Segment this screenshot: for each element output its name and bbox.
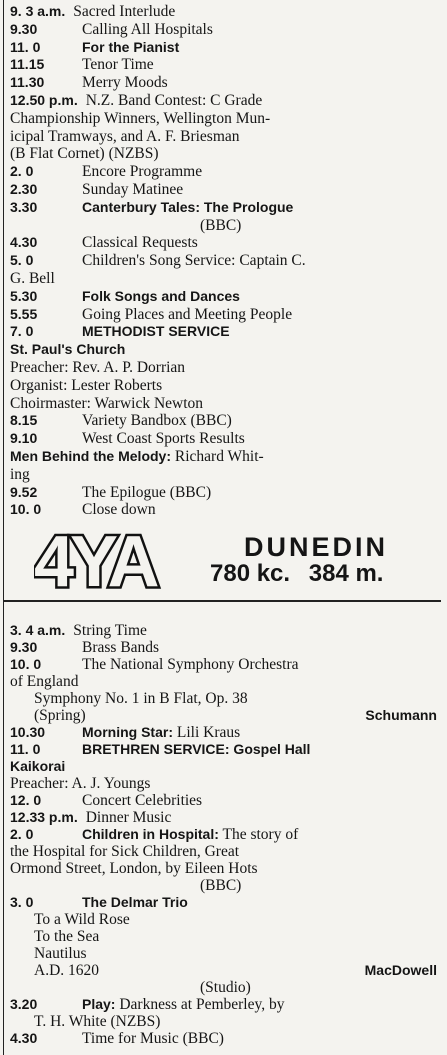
listing-line bbox=[10, 252, 441, 269]
programme-title: the Hospital for Sick Children, Great bbox=[10, 843, 240, 860]
programme-title: Morning Star: Lili Kraus bbox=[82, 724, 241, 741]
listing-line bbox=[10, 110, 441, 127]
programme-title: Close down bbox=[82, 501, 156, 519]
programme-title: Organist: Lester Roberts bbox=[10, 376, 163, 394]
programme-title: West Coast Sports Results bbox=[82, 430, 245, 448]
programme-time: 5. 0 bbox=[10, 252, 34, 269]
programme-time: 5.55 bbox=[10, 305, 38, 322]
programme-title: Merry Moods bbox=[82, 74, 168, 92]
programme-time: 12.50 p.m. bbox=[10, 92, 78, 108]
programme-title: Nautilus bbox=[34, 945, 87, 962]
listing-line bbox=[10, 288, 441, 305]
listing-line bbox=[10, 707, 441, 724]
listing-line bbox=[10, 690, 441, 707]
programme-title: (BBC) bbox=[200, 216, 242, 234]
programme-time: 8.15 bbox=[10, 412, 38, 429]
programme-title: To a Wild Rose bbox=[34, 911, 130, 928]
programme-title: Kaikorai bbox=[10, 758, 66, 774]
programme-title: Classical Requests bbox=[82, 234, 198, 252]
listing-line bbox=[10, 448, 441, 465]
programme-time: 3. 0 bbox=[10, 894, 34, 910]
listing-line bbox=[10, 74, 441, 91]
listing-line bbox=[10, 1030, 441, 1047]
listing-line bbox=[10, 484, 441, 501]
composer-name: Schumann bbox=[365, 707, 437, 723]
listing-line bbox=[10, 323, 441, 340]
listing-line bbox=[10, 3, 441, 20]
listing-line bbox=[10, 163, 441, 180]
programme-time: 2. 0 bbox=[10, 826, 34, 842]
listing-line bbox=[10, 181, 441, 198]
programme-time: 2. 0 bbox=[10, 163, 34, 180]
listing-line bbox=[10, 359, 441, 376]
programme-time: 11.30 bbox=[10, 74, 45, 91]
listing-line bbox=[10, 656, 441, 673]
listing-line bbox=[10, 894, 441, 911]
banner-rule bbox=[4, 600, 441, 602]
programme-title: The Epilogue (BBC) bbox=[82, 483, 212, 501]
listing-line bbox=[10, 758, 441, 775]
programme-title: Sacred Interlude bbox=[73, 3, 176, 20]
programme-title: Folk Songs and Dances bbox=[82, 287, 240, 304]
listing-line bbox=[10, 395, 441, 412]
listing-line bbox=[10, 877, 441, 894]
programme-title: Preacher: Rev. A. P. Dorrian bbox=[10, 359, 186, 376]
programme-title: N.Z. Band Contest: C Grade bbox=[85, 92, 263, 109]
listing-line bbox=[10, 92, 441, 109]
programme-title: Symphony No. 1 in B Flat, Op. 38 bbox=[34, 690, 248, 707]
listing-line bbox=[10, 270, 441, 287]
station-frequency-line bbox=[210, 560, 383, 588]
programme-title: G. Bell bbox=[10, 270, 55, 287]
listing-line bbox=[10, 39, 441, 56]
listing-line bbox=[10, 412, 441, 429]
programme-title: T. H. White (NZBS) bbox=[34, 1013, 161, 1030]
listing-line bbox=[10, 639, 441, 656]
programme-title: (B Flat Cornet) (NZBS) bbox=[10, 145, 159, 163]
listing-line bbox=[10, 792, 441, 809]
programme-title: A.D. 1620 bbox=[34, 962, 100, 979]
programme-time: 9.30 bbox=[10, 639, 38, 655]
listing-line bbox=[10, 430, 441, 447]
listing-column bbox=[3, 0, 441, 1055]
programme-time: 3.20 bbox=[10, 996, 38, 1012]
programme-time: 4.30 bbox=[10, 1030, 38, 1046]
listing-line bbox=[10, 996, 441, 1013]
programme-title: ing bbox=[10, 465, 30, 483]
listing-line bbox=[10, 673, 441, 690]
programme-title: Children in Hospital: The story of bbox=[82, 826, 299, 843]
programme-title: Concert Celebrities bbox=[82, 792, 203, 809]
station-banner bbox=[34, 528, 442, 594]
programme-title: (BBC) bbox=[200, 877, 242, 894]
listing-line bbox=[10, 21, 441, 38]
station-city: DUNEDIN bbox=[244, 532, 389, 562]
programme-time: 11.15 bbox=[10, 56, 45, 73]
listing-line bbox=[10, 928, 441, 945]
programme-time: 9.10 bbox=[10, 430, 38, 447]
listing-line bbox=[10, 306, 441, 323]
listing-line bbox=[10, 945, 441, 962]
programme-time: 2.30 bbox=[10, 181, 38, 197]
programme-title: Brass Bands bbox=[82, 639, 160, 656]
programme-time: 11. 0 bbox=[10, 38, 41, 55]
listing-line bbox=[10, 145, 441, 162]
programme-title: Sunday Matinee bbox=[82, 181, 184, 198]
listing-line bbox=[10, 1013, 441, 1030]
programme-title: METHODIST SERVICE bbox=[82, 323, 230, 340]
programme-time: 5.30 bbox=[10, 287, 38, 304]
listing-line bbox=[10, 128, 441, 145]
programme-title: Variety Bandbox (BBC) bbox=[82, 412, 232, 430]
listing-line bbox=[10, 775, 441, 792]
programme-title: icipal Tramways, and A. F. Briesman bbox=[10, 127, 240, 145]
programme-title: For the Pianist bbox=[82, 38, 180, 55]
programme-time: 10. 0 bbox=[10, 656, 42, 672]
programme-title: The Delmar Trio bbox=[82, 894, 188, 910]
programme-title: Tenor Time bbox=[82, 56, 154, 74]
programme-title: To the Sea bbox=[34, 928, 100, 945]
listing-line bbox=[10, 56, 441, 73]
listing-line bbox=[10, 234, 441, 251]
callsign-text: 4YA bbox=[34, 528, 156, 594]
composer-name: MacDowell bbox=[364, 962, 437, 978]
listing-line bbox=[10, 199, 441, 216]
programme-title: (Spring) bbox=[34, 707, 86, 724]
listing-line bbox=[10, 341, 441, 358]
programme-title: Time for Music (BBC) bbox=[82, 1030, 224, 1047]
programme-title: String Time bbox=[73, 622, 147, 639]
programme-time: 10. 0 bbox=[10, 501, 42, 518]
listing-line bbox=[10, 826, 441, 843]
programme-time: 3. 4 a.m. bbox=[10, 622, 66, 638]
station-wavelength: 384 m. bbox=[308, 560, 384, 587]
listing-line bbox=[10, 724, 441, 741]
listing-line bbox=[10, 860, 441, 877]
listing-line bbox=[10, 741, 441, 758]
programme-title: of England bbox=[10, 673, 79, 690]
programme-title: Encore Programme bbox=[82, 163, 203, 181]
programme-title: Preacher: A. J. Youngs bbox=[10, 775, 151, 792]
listing-line bbox=[10, 809, 441, 826]
programme-title: The National Symphony Orchestra bbox=[82, 656, 299, 673]
programme-title: St. Paul's Church bbox=[10, 341, 126, 358]
programme-title: Children's Song Service: Captain C. bbox=[82, 252, 306, 270]
programme-time: 4.30 bbox=[10, 234, 38, 251]
programme-time: 3.30 bbox=[10, 198, 38, 215]
programme-title: Canterbury Tales: The Prologue bbox=[82, 198, 294, 215]
listing-line bbox=[10, 979, 441, 996]
listing-line bbox=[10, 622, 441, 639]
programme-title: Going Places and Meeting People bbox=[82, 305, 293, 323]
programme-time: 10.30 bbox=[10, 724, 46, 740]
listing-line bbox=[10, 501, 441, 518]
listing-line bbox=[10, 843, 441, 860]
programme-title: Ormond Street, London, by Eileen Hots bbox=[10, 860, 258, 877]
listing-line bbox=[10, 962, 441, 979]
programme-title: BRETHREN SERVICE: Gospel Hall bbox=[82, 741, 311, 757]
programme-title: Men Behind the Melody: Richard Whit- bbox=[10, 448, 264, 465]
programme-time: 11. 0 bbox=[10, 741, 41, 757]
listing-line bbox=[10, 217, 441, 234]
station-frequency: 780 kc. bbox=[210, 560, 291, 587]
programme-time: 12. 0 bbox=[10, 792, 42, 808]
listing-line bbox=[10, 911, 441, 928]
listing-line bbox=[10, 377, 441, 394]
programme-time: 9.30 bbox=[10, 20, 38, 37]
programme-title: Choirmaster: Warwick Newton bbox=[10, 394, 204, 412]
programme-title: Play: Darkness at Pemberley, by bbox=[82, 996, 285, 1013]
programme-title: (Studio) bbox=[200, 979, 251, 996]
listing-line bbox=[10, 466, 441, 483]
programme-title: Dinner Music bbox=[85, 809, 172, 826]
programme-title: Championship Winners, Wellington Mun- bbox=[10, 109, 271, 127]
programme-time: 9.52 bbox=[10, 483, 38, 500]
programme-time: 12.33 p.m. bbox=[10, 809, 78, 825]
programme-time: 7. 0 bbox=[10, 323, 34, 340]
programme-title: Calling All Hospitals bbox=[82, 20, 213, 38]
programme-time: 9. 3 a.m. bbox=[10, 3, 66, 19]
